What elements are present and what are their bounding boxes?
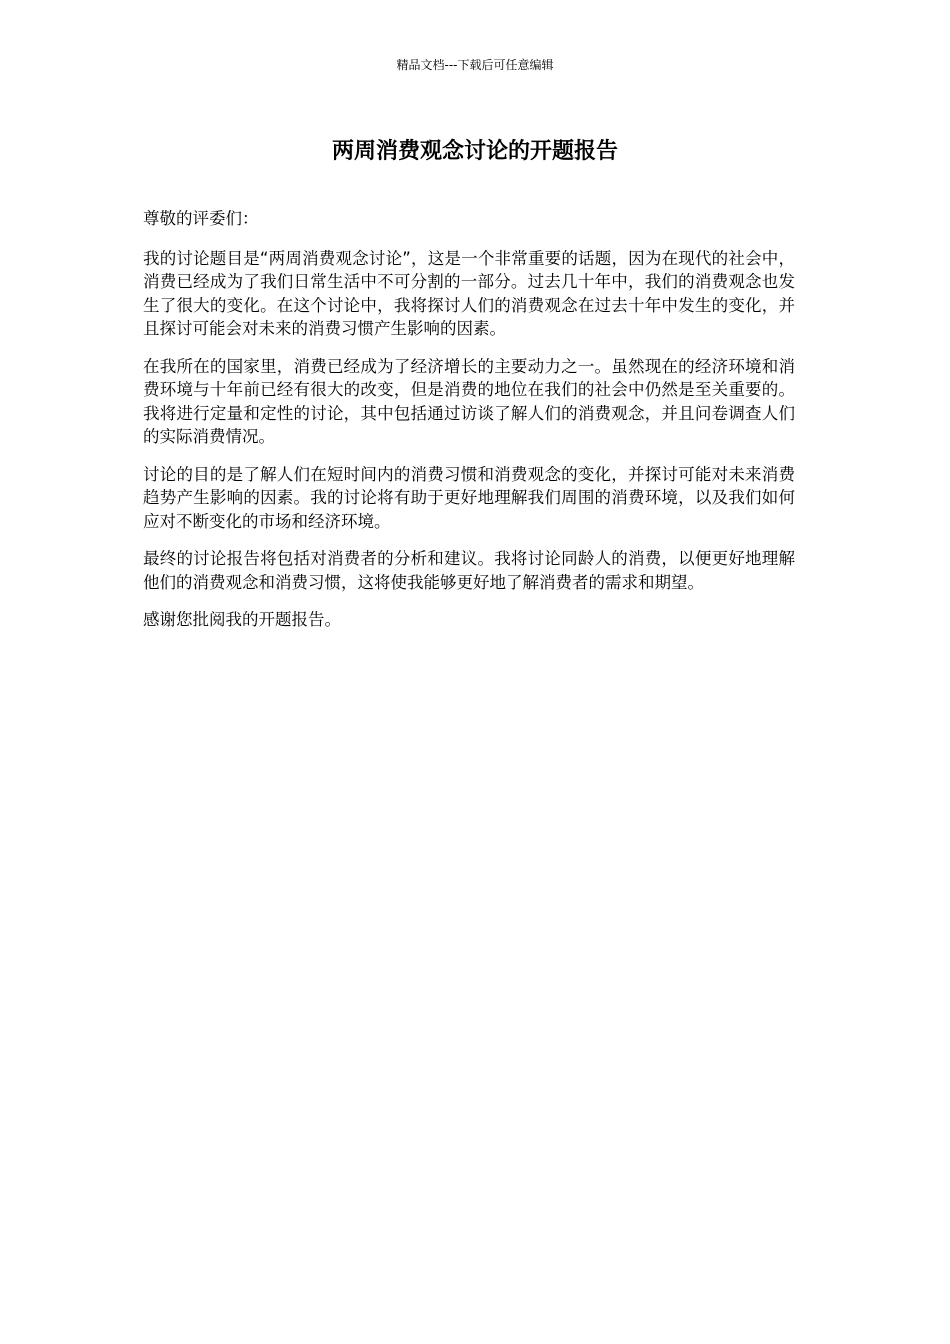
document-body [143,207,795,646]
paragraph-2: 在我所在的国家里，消费已经成为了经济增长的主要动力之一。虽然现在的经济环境和消费环境与十年前已经有很大的改变，但是消费的地位在我们的社会中仍然是至关重要的。我将进行定量和定性的讨论，其中包括通过访谈了解人们的消费观念，并且问卷调查人们的实际消费情况。 [143,356,795,446]
salutation: 尊敬的评委们： [143,209,259,228]
closing: 感谢您批阅我的开题报告。 [143,610,341,629]
paragraph-1: 我的讨论题目是“两周消费观念讨论”，这是一个非常重要的话题，因为在现代的社会中，消费已经成为了我们日常生活中不可分割的一部分。过去几十年中，我们的消费观念也发生了很大的变化。在这个讨论中，我将探讨人们的消费观念在过去十年中发生的变化，并且探讨可能会对未来的消费习惯产生影响的因素。 [143,248,795,338]
paragraph-4: 最终的讨论报告将包括对消费者的分析和建议。我将讨论同龄人的消费，以便更好地理解他们的消费观念和消费习惯，这将使我能够更好地了解消费者的需求和期望。 [143,549,795,592]
document-title: 两周消费观念讨论的开题报告 [331,139,618,164]
page-header: 精品文档---下载后可任意编辑 [396,58,554,72]
paragraph-3: 讨论的目的是了解人们在短时间内的消费习惯和消费观念的变化，并探讨可能对未来消费趋势产生影响的因素。我的讨论将有助于更好地理解我们周围的消费环境，以及我们如何应对不断变化的市场和经济环境。 [143,464,795,531]
